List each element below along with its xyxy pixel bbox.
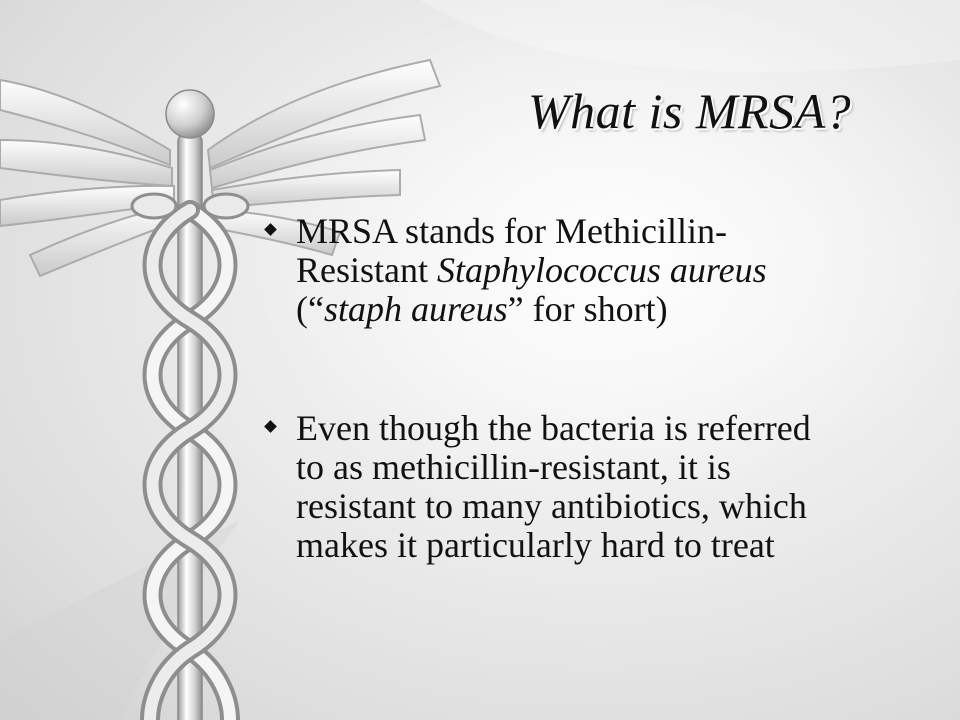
bullet-text: (“ xyxy=(296,289,324,329)
bullet-line xyxy=(296,409,898,448)
bullet-text: MRSA stands for Methicillin- xyxy=(296,211,727,251)
bullet-line xyxy=(296,251,898,290)
bullet-list xyxy=(258,212,898,565)
bullet-item xyxy=(258,409,898,565)
bullet-line xyxy=(296,526,898,565)
bullet-item xyxy=(258,212,898,329)
bullet-line xyxy=(296,487,898,526)
bullet-text: Even though the bacteria is referred xyxy=(296,408,811,448)
bullet-line xyxy=(296,290,898,329)
bullet-text: resistant to many antibiotics, which xyxy=(296,486,807,526)
diamond-bullet-icon xyxy=(264,420,277,433)
bullet-text: makes it particularly hard to treat xyxy=(296,525,775,565)
bullet-line xyxy=(296,212,898,251)
bullet-text: Resistant xyxy=(296,250,437,290)
species-name: Staphylococcus aureus xyxy=(437,250,767,290)
species-short-name: staph aureus xyxy=(323,289,508,329)
bullet-text: ” for short) xyxy=(507,289,668,329)
bullet-text: to as methicillin-resistant, it is xyxy=(296,447,731,487)
slide-title: What is MRSA? xyxy=(528,83,852,139)
bullet-line xyxy=(296,448,898,487)
diamond-bullet-icon xyxy=(264,223,277,236)
